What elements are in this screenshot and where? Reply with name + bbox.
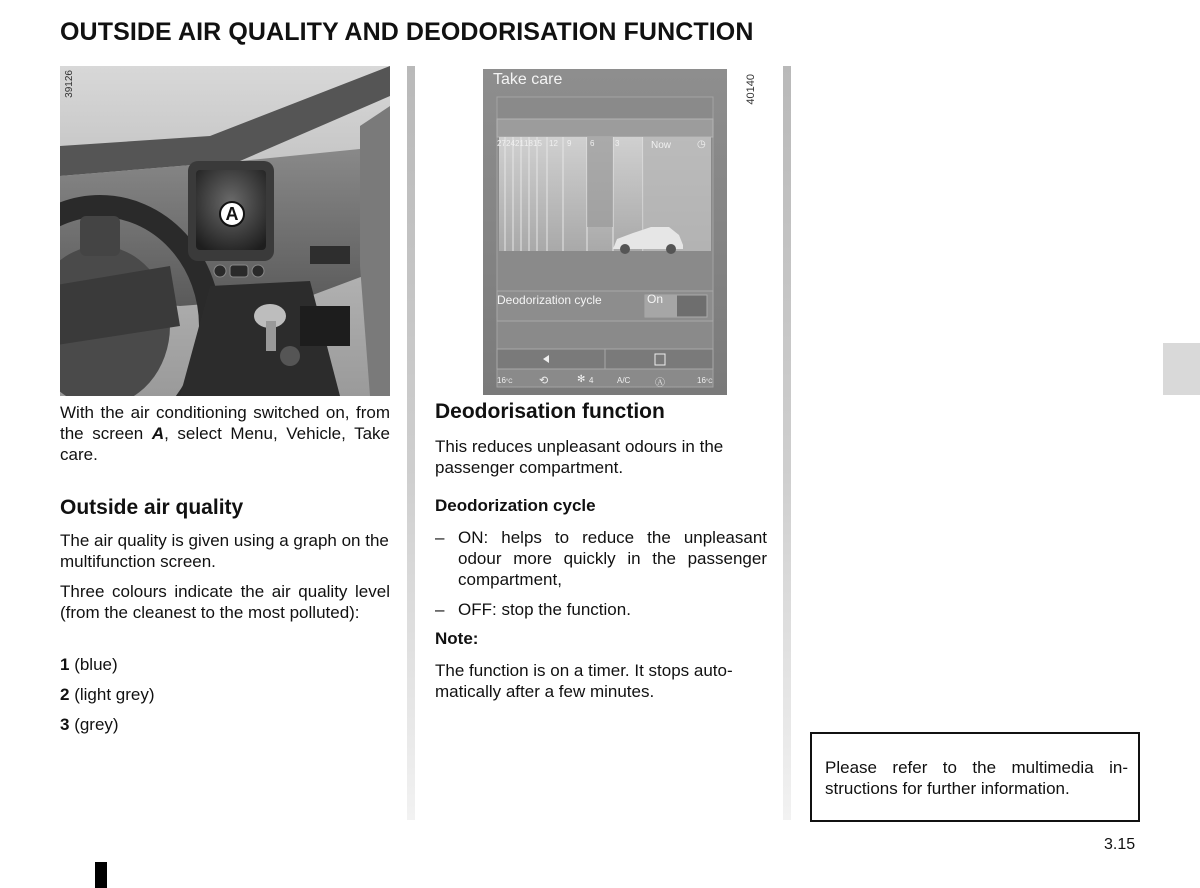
clock-icon: ◷ xyxy=(697,139,706,150)
info-box xyxy=(810,732,1140,822)
air-quality-level-3: 3 (grey) xyxy=(60,715,119,734)
multimedia-screen xyxy=(483,69,727,395)
section-heading-deodorisation: Deodorisation function xyxy=(435,400,665,423)
info-box-text: Please refer to the multimedia in-structions for further information. xyxy=(825,758,1128,798)
paragraph: This reduces unpleasant odours in the passenger compartment. xyxy=(435,437,724,477)
chart-tick-label: 3 xyxy=(615,139,620,148)
bullet-item: OFF: stop the function. xyxy=(458,600,631,619)
bullet-dash: – xyxy=(435,600,445,619)
screen-title: Take care xyxy=(493,71,563,88)
callout-a: A xyxy=(219,201,245,227)
fan-icon: ✻ xyxy=(577,374,586,385)
section-tab-marker xyxy=(1163,343,1200,395)
air-quality-level-1: 1 (blue) xyxy=(60,655,118,674)
recirculation-icon: ⟲ xyxy=(539,375,549,387)
chart-tick-label: 9 xyxy=(567,139,572,148)
fan-speed: 4 xyxy=(589,376,594,385)
figure-reference-number: 39126 xyxy=(64,70,75,98)
auto-climate-icon: Ⓐ xyxy=(655,378,665,389)
corner-mark xyxy=(95,862,107,888)
section-heading-air-quality: Outside air quality xyxy=(60,496,244,519)
chart-now-label: Now xyxy=(651,140,672,151)
ac-label: A/C xyxy=(617,376,631,385)
paragraph: Three colours indicate the air quality level (from the cleanest to the most polluted): xyxy=(60,582,390,622)
paragraph: The air quality is given using a graph on the multifunction screen. xyxy=(60,531,389,571)
temperature-right: 16°C xyxy=(697,376,713,385)
page-number: 3.15 xyxy=(1104,836,1136,853)
subheading-deodorization-cycle: Deodorization cycle xyxy=(435,496,596,515)
deodorization-toggle: On xyxy=(647,292,664,306)
bullet-item: ON: helps to reduce the unpleasant odour more quickly in the passenger compartment, xyxy=(458,528,767,589)
bullet-dash: – xyxy=(435,528,445,547)
column-separator xyxy=(407,66,415,820)
temperature-left: 16°C xyxy=(497,376,513,385)
chart-tick-label: 18 xyxy=(524,139,533,148)
intro-paragraph: With the air conditioning switched on, from the screen A, select Menu, Vehicle, Take care. xyxy=(60,403,390,464)
chart-tick-label: 27 xyxy=(497,139,506,148)
figure-reference-number: 40140 xyxy=(745,74,757,105)
chart-tick-label: 21 xyxy=(515,139,524,148)
page-title: OUTSIDE AIR QUALITY AND DEODORISATION FUNCTION xyxy=(60,18,754,46)
chart-tick-label: 24 xyxy=(506,139,515,148)
deodorization-cycle-label: Deodorization cycle xyxy=(497,293,602,307)
column-separator xyxy=(783,66,791,820)
chart-tick-label: 12 xyxy=(549,139,558,148)
chart-tick-label: 6 xyxy=(590,139,595,148)
note-text: The function is on a timer. It stops auto-matically after a few minutes. xyxy=(435,661,733,701)
chart-tick-label: 15 xyxy=(533,139,542,148)
dashboard-photo xyxy=(60,66,390,396)
air-quality-level-2: 2 (light grey) xyxy=(60,685,155,704)
note-label: Note: xyxy=(435,629,479,648)
